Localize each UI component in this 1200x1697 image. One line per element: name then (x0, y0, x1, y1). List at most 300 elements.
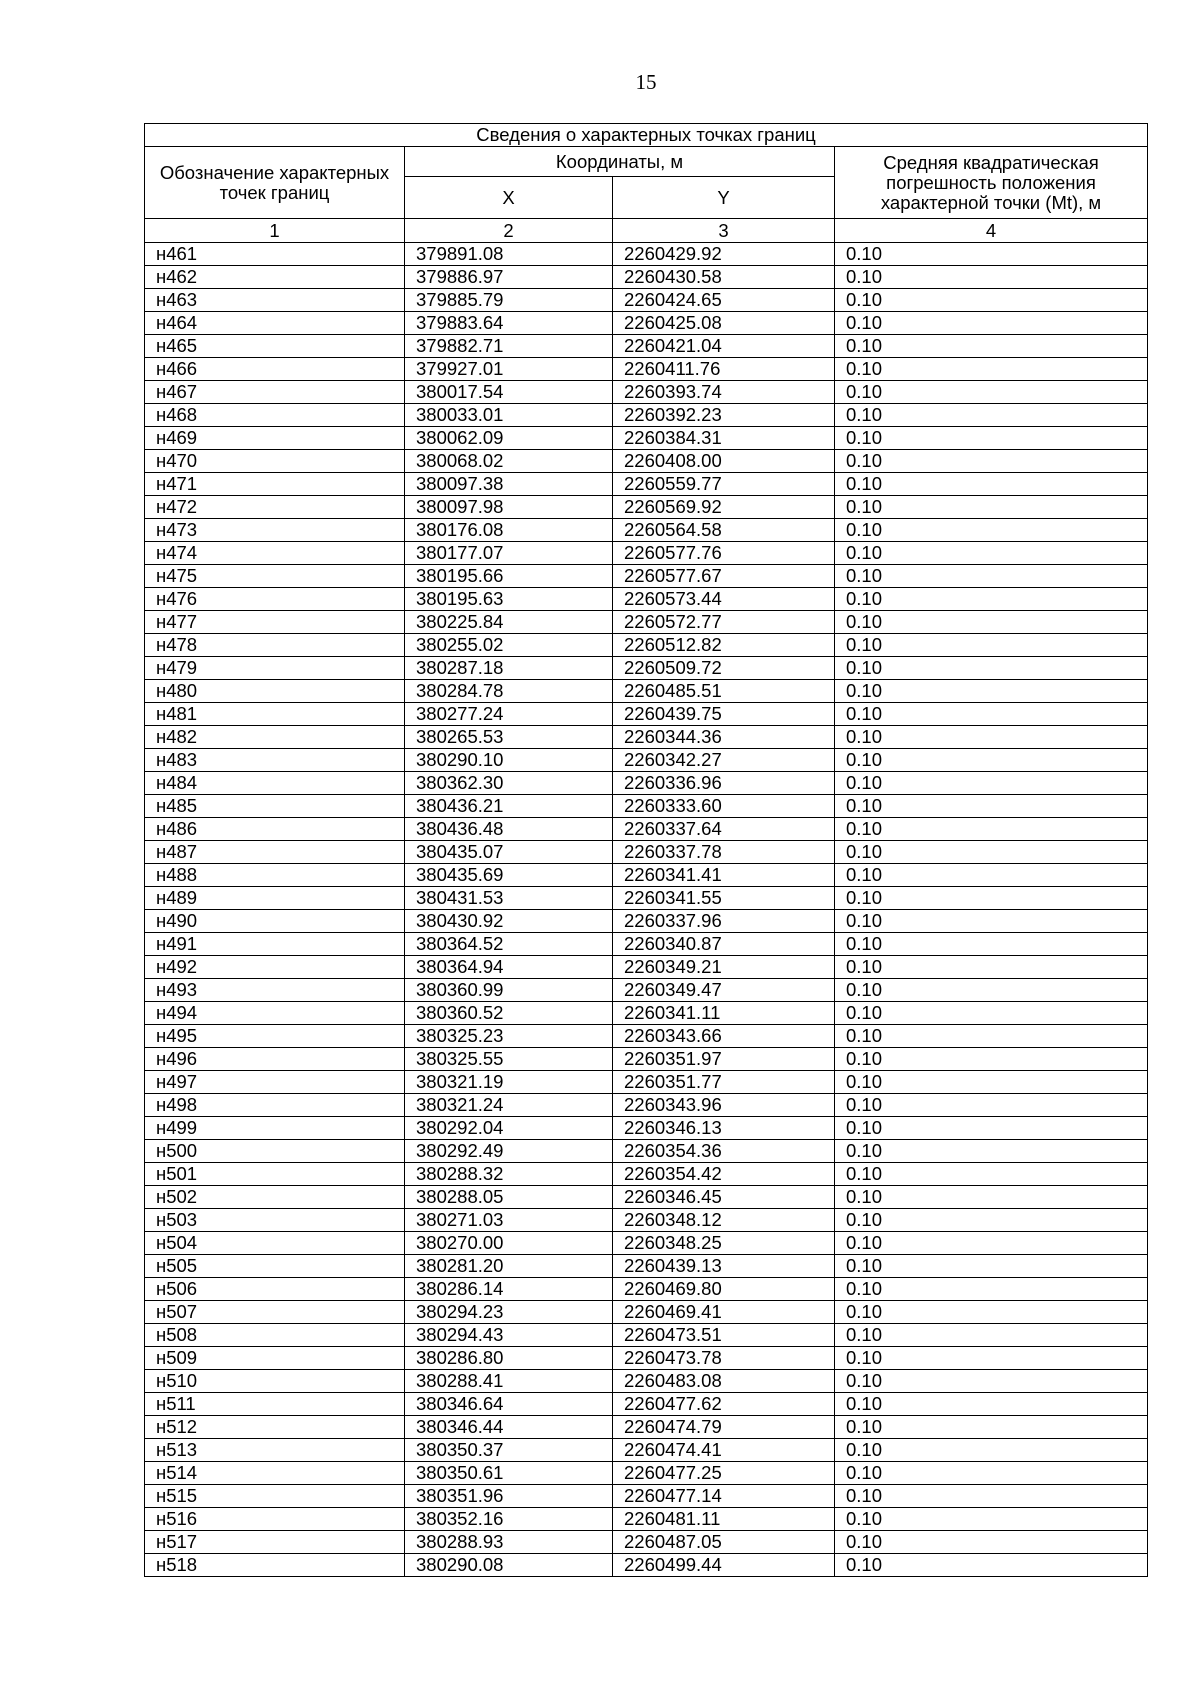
error-cell: 0.10 (835, 1508, 1148, 1531)
x-coordinate-cell: 379885.79 (405, 289, 613, 312)
point-name-cell: н484 (145, 772, 405, 795)
point-name-cell: н475 (145, 565, 405, 588)
y-coordinate-cell: 2260430.58 (613, 266, 835, 289)
point-name-cell: н471 (145, 473, 405, 496)
table-row (145, 1278, 1148, 1301)
point-name-cell: н482 (145, 726, 405, 749)
y-coordinate-cell: 2260337.78 (613, 841, 835, 864)
table-row (145, 1163, 1148, 1186)
table-row (145, 795, 1148, 818)
table-row (145, 749, 1148, 772)
error-cell: 0.10 (835, 979, 1148, 1002)
x-coordinate-cell: 380360.99 (405, 979, 613, 1002)
error-cell: 0.10 (835, 1531, 1148, 1554)
y-coordinate-cell: 2260346.13 (613, 1117, 835, 1140)
error-cell: 0.10 (835, 749, 1148, 772)
x-coordinate-cell: 380271.03 (405, 1209, 613, 1232)
table-row (145, 565, 1148, 588)
y-coordinate-cell: 2260425.08 (613, 312, 835, 335)
y-coordinate-cell: 2260512.82 (613, 634, 835, 657)
y-coordinate-cell: 2260573.44 (613, 588, 835, 611)
y-coordinate-cell: 2260343.96 (613, 1094, 835, 1117)
error-cell: 0.10 (835, 542, 1148, 565)
y-header: Y (613, 177, 835, 219)
point-name-cell: н465 (145, 335, 405, 358)
table-row (145, 1370, 1148, 1393)
y-coordinate-cell: 2260393.74 (613, 381, 835, 404)
x-coordinate-cell: 380350.37 (405, 1439, 613, 1462)
point-name-cell: н503 (145, 1209, 405, 1232)
point-name-cell: н464 (145, 312, 405, 335)
table-row (145, 1393, 1148, 1416)
y-coordinate-cell: 2260411.76 (613, 358, 835, 381)
error-cell: 0.10 (835, 588, 1148, 611)
x-coordinate-cell: 380436.21 (405, 795, 613, 818)
error-cell: 0.10 (835, 1485, 1148, 1508)
y-coordinate-cell: 2260341.55 (613, 887, 835, 910)
error-cell: 0.10 (835, 1002, 1148, 1025)
x-coordinate-cell: 380255.02 (405, 634, 613, 657)
y-coordinate-cell: 2260477.14 (613, 1485, 835, 1508)
table-row (145, 726, 1148, 749)
x-coordinate-cell: 380325.55 (405, 1048, 613, 1071)
x-coordinate-cell: 380265.53 (405, 726, 613, 749)
error-cell: 0.10 (835, 1301, 1148, 1324)
table-row (145, 1554, 1148, 1577)
table-row (145, 427, 1148, 450)
x-coordinate-cell: 380177.07 (405, 542, 613, 565)
y-coordinate-cell: 2260559.77 (613, 473, 835, 496)
y-coordinate-cell: 2260469.41 (613, 1301, 835, 1324)
y-coordinate-cell: 2260344.36 (613, 726, 835, 749)
x-coordinate-cell: 380195.66 (405, 565, 613, 588)
point-name-cell: н483 (145, 749, 405, 772)
table-row (145, 1048, 1148, 1071)
x-coordinate-cell: 380097.98 (405, 496, 613, 519)
x-coordinate-cell: 380430.92 (405, 910, 613, 933)
point-name-cell: н517 (145, 1531, 405, 1554)
x-coordinate-cell: 380288.05 (405, 1186, 613, 1209)
x-coordinate-cell: 380062.09 (405, 427, 613, 450)
y-coordinate-cell: 2260499.44 (613, 1554, 835, 1577)
y-coordinate-cell: 2260481.11 (613, 1508, 835, 1531)
error-cell: 0.10 (835, 243, 1148, 266)
point-name-cell: н507 (145, 1301, 405, 1324)
table-row (145, 404, 1148, 427)
point-name-cell: н493 (145, 979, 405, 1002)
table-row (145, 772, 1148, 795)
y-coordinate-cell: 2260485.51 (613, 680, 835, 703)
error-cell: 0.10 (835, 565, 1148, 588)
x-coordinate-cell: 380270.00 (405, 1232, 613, 1255)
x-coordinate-cell: 380364.52 (405, 933, 613, 956)
x-coordinate-cell: 380288.32 (405, 1163, 613, 1186)
y-coordinate-cell: 2260477.25 (613, 1462, 835, 1485)
error-cell: 0.10 (835, 1048, 1148, 1071)
point-name-cell: н515 (145, 1485, 405, 1508)
error-cell: 0.10 (835, 1140, 1148, 1163)
x-coordinate-cell: 380346.44 (405, 1416, 613, 1439)
point-name-cell: н513 (145, 1439, 405, 1462)
table-row (145, 1140, 1148, 1163)
point-name-cell: н501 (145, 1163, 405, 1186)
x-coordinate-cell: 380176.08 (405, 519, 613, 542)
error-cell: 0.10 (835, 1255, 1148, 1278)
error-cell: 0.10 (835, 1232, 1148, 1255)
table-row (145, 1324, 1148, 1347)
table-row (145, 634, 1148, 657)
x-coordinate-cell: 380435.07 (405, 841, 613, 864)
error-cell: 0.10 (835, 933, 1148, 956)
y-coordinate-cell: 2260487.05 (613, 1531, 835, 1554)
table-row (145, 680, 1148, 703)
table-row (145, 473, 1148, 496)
y-coordinate-cell: 2260408.00 (613, 450, 835, 473)
error-cell: 0.10 (835, 726, 1148, 749)
x-coordinate-cell: 380284.78 (405, 680, 613, 703)
table-row (145, 1255, 1148, 1278)
y-coordinate-cell: 2260354.36 (613, 1140, 835, 1163)
point-name-cell: н477 (145, 611, 405, 634)
point-name-cell: н466 (145, 358, 405, 381)
x-coordinate-cell: 380360.52 (405, 1002, 613, 1025)
x-coordinate-cell: 380286.80 (405, 1347, 613, 1370)
table-row (145, 519, 1148, 542)
error-cell: 0.10 (835, 312, 1148, 335)
table-row (145, 1117, 1148, 1140)
x-coordinate-cell: 380364.94 (405, 956, 613, 979)
table-row (145, 1209, 1148, 1232)
point-name-cell: н518 (145, 1554, 405, 1577)
column-number-row (145, 219, 1148, 243)
y-coordinate-cell: 2260509.72 (613, 657, 835, 680)
x-coordinate-cell: 380321.24 (405, 1094, 613, 1117)
x-coordinate-cell: 380321.19 (405, 1071, 613, 1094)
x-coordinate-cell: 380292.04 (405, 1117, 613, 1140)
point-name-cell: н497 (145, 1071, 405, 1094)
table-row (145, 1025, 1148, 1048)
table-row (145, 1485, 1148, 1508)
error-cell: 0.10 (835, 496, 1148, 519)
x-coordinate-cell: 380288.93 (405, 1531, 613, 1554)
error-cell: 0.10 (835, 1186, 1148, 1209)
designation-header: Обозначение характерных точек границ (145, 147, 405, 219)
error-cell: 0.10 (835, 1370, 1148, 1393)
point-name-cell: н516 (145, 1508, 405, 1531)
table-row (145, 818, 1148, 841)
table-row (145, 841, 1148, 864)
x-coordinate-cell: 380431.53 (405, 887, 613, 910)
error-cell: 0.10 (835, 611, 1148, 634)
point-name-cell: н505 (145, 1255, 405, 1278)
table-row (145, 1301, 1148, 1324)
point-name-cell: н502 (145, 1186, 405, 1209)
table-body (145, 243, 1148, 1577)
point-name-cell: н480 (145, 680, 405, 703)
y-coordinate-cell: 2260473.78 (613, 1347, 835, 1370)
y-coordinate-cell: 2260348.12 (613, 1209, 835, 1232)
x-coordinate-cell: 380362.30 (405, 772, 613, 795)
table-row (145, 1186, 1148, 1209)
point-name-cell: н473 (145, 519, 405, 542)
point-name-cell: н498 (145, 1094, 405, 1117)
y-coordinate-cell: 2260474.41 (613, 1439, 835, 1462)
y-coordinate-cell: 2260477.62 (613, 1393, 835, 1416)
boundary-points-table (144, 123, 1148, 1577)
table-row (145, 703, 1148, 726)
point-name-cell: н511 (145, 1393, 405, 1416)
point-name-cell: н478 (145, 634, 405, 657)
error-cell: 0.10 (835, 1071, 1148, 1094)
error-cell: 0.10 (835, 1554, 1148, 1577)
y-coordinate-cell: 2260343.66 (613, 1025, 835, 1048)
table-row (145, 243, 1148, 266)
y-coordinate-cell: 2260346.45 (613, 1186, 835, 1209)
point-name-cell: н500 (145, 1140, 405, 1163)
point-name-cell: н504 (145, 1232, 405, 1255)
y-coordinate-cell: 2260577.67 (613, 565, 835, 588)
x-coordinate-cell: 380325.23 (405, 1025, 613, 1048)
x-coordinate-cell: 380294.43 (405, 1324, 613, 1347)
table-row (145, 381, 1148, 404)
error-cell: 0.10 (835, 519, 1148, 542)
table-row (145, 887, 1148, 910)
y-coordinate-cell: 2260349.47 (613, 979, 835, 1002)
point-name-cell: н481 (145, 703, 405, 726)
table-title: Сведения о характерных точках границ (145, 124, 1148, 147)
column-number: 1 (145, 219, 405, 243)
page-number: 15 (635, 70, 657, 94)
x-coordinate-cell: 380351.96 (405, 1485, 613, 1508)
table-row (145, 1094, 1148, 1117)
x-coordinate-cell: 380068.02 (405, 450, 613, 473)
x-coordinate-cell: 379891.08 (405, 243, 613, 266)
point-name-cell: н509 (145, 1347, 405, 1370)
error-header: Средняя квадратическая погрешность положения характерной точки (Mt), м (835, 147, 1148, 219)
y-coordinate-cell: 2260429.92 (613, 243, 835, 266)
y-coordinate-cell: 2260474.79 (613, 1416, 835, 1439)
column-number: 2 (405, 219, 613, 243)
x-coordinate-cell: 380290.08 (405, 1554, 613, 1577)
table-row (145, 933, 1148, 956)
point-name-cell: н514 (145, 1462, 405, 1485)
column-number: 3 (613, 219, 835, 243)
x-header: X (405, 177, 613, 219)
y-coordinate-cell: 2260483.08 (613, 1370, 835, 1393)
x-coordinate-cell: 380225.84 (405, 611, 613, 634)
table-row (145, 910, 1148, 933)
table-row (145, 1232, 1148, 1255)
x-coordinate-cell: 379886.97 (405, 266, 613, 289)
y-coordinate-cell: 2260439.13 (613, 1255, 835, 1278)
table-row (145, 335, 1148, 358)
error-cell: 0.10 (835, 427, 1148, 450)
y-coordinate-cell: 2260349.21 (613, 956, 835, 979)
point-name-cell: н488 (145, 864, 405, 887)
point-name-cell: н506 (145, 1278, 405, 1301)
table-row (145, 979, 1148, 1002)
error-cell: 0.10 (835, 450, 1148, 473)
point-name-cell: н489 (145, 887, 405, 910)
point-name-cell: н508 (145, 1324, 405, 1347)
y-coordinate-cell: 2260337.96 (613, 910, 835, 933)
error-cell: 0.10 (835, 335, 1148, 358)
error-cell: 0.10 (835, 910, 1148, 933)
point-name-cell: н472 (145, 496, 405, 519)
x-coordinate-cell: 380288.41 (405, 1370, 613, 1393)
table-row (145, 450, 1148, 473)
x-coordinate-cell: 380352.16 (405, 1508, 613, 1531)
point-name-cell: н499 (145, 1117, 405, 1140)
column-number: 4 (835, 219, 1148, 243)
table-row (145, 1508, 1148, 1531)
error-cell: 0.10 (835, 404, 1148, 427)
point-name-cell: н467 (145, 381, 405, 404)
y-coordinate-cell: 2260341.41 (613, 864, 835, 887)
point-name-cell: н470 (145, 450, 405, 473)
error-cell: 0.10 (835, 381, 1148, 404)
y-coordinate-cell: 2260469.80 (613, 1278, 835, 1301)
error-cell: 0.10 (835, 795, 1148, 818)
y-coordinate-cell: 2260336.96 (613, 772, 835, 795)
error-cell: 0.10 (835, 657, 1148, 680)
table-row (145, 1347, 1148, 1370)
table-row (145, 1462, 1148, 1485)
y-coordinate-cell: 2260342.27 (613, 749, 835, 772)
table-row (145, 956, 1148, 979)
error-cell: 0.10 (835, 1278, 1148, 1301)
point-name-cell: н463 (145, 289, 405, 312)
y-coordinate-cell: 2260473.51 (613, 1324, 835, 1347)
y-coordinate-cell: 2260351.97 (613, 1048, 835, 1071)
point-name-cell: н512 (145, 1416, 405, 1439)
error-cell: 0.10 (835, 358, 1148, 381)
y-coordinate-cell: 2260354.42 (613, 1163, 835, 1186)
table-row (145, 1002, 1148, 1025)
table-row (145, 611, 1148, 634)
table-row (145, 496, 1148, 519)
point-name-cell: н496 (145, 1048, 405, 1071)
x-coordinate-cell: 380286.14 (405, 1278, 613, 1301)
coordinates-header: Координаты, м (405, 147, 835, 177)
point-name-cell: н492 (145, 956, 405, 979)
error-cell: 0.10 (835, 1025, 1148, 1048)
x-coordinate-cell: 380350.61 (405, 1462, 613, 1485)
y-coordinate-cell: 2260392.23 (613, 404, 835, 427)
point-name-cell: н486 (145, 818, 405, 841)
x-coordinate-cell: 380277.24 (405, 703, 613, 726)
x-coordinate-cell: 380346.64 (405, 1393, 613, 1416)
table-row (145, 864, 1148, 887)
x-coordinate-cell: 380294.23 (405, 1301, 613, 1324)
error-cell: 0.10 (835, 1416, 1148, 1439)
error-cell: 0.10 (835, 1209, 1148, 1232)
y-coordinate-cell: 2260340.87 (613, 933, 835, 956)
error-cell: 0.10 (835, 1462, 1148, 1485)
error-cell: 0.10 (835, 1393, 1148, 1416)
table-row (145, 542, 1148, 565)
table-row (145, 358, 1148, 381)
error-cell: 0.10 (835, 634, 1148, 657)
x-coordinate-cell: 380436.48 (405, 818, 613, 841)
y-coordinate-cell: 2260569.92 (613, 496, 835, 519)
table-row (145, 266, 1148, 289)
x-coordinate-cell: 380033.01 (405, 404, 613, 427)
error-cell: 0.10 (835, 680, 1148, 703)
table-row (145, 312, 1148, 335)
x-coordinate-cell: 380290.10 (405, 749, 613, 772)
y-coordinate-cell: 2260348.25 (613, 1232, 835, 1255)
y-coordinate-cell: 2260384.31 (613, 427, 835, 450)
error-cell: 0.10 (835, 772, 1148, 795)
point-name-cell: н468 (145, 404, 405, 427)
x-coordinate-cell: 380435.69 (405, 864, 613, 887)
error-cell: 0.10 (835, 703, 1148, 726)
point-name-cell: н494 (145, 1002, 405, 1025)
point-name-cell: н490 (145, 910, 405, 933)
error-cell: 0.10 (835, 887, 1148, 910)
table-row (145, 1439, 1148, 1462)
error-cell: 0.10 (835, 1094, 1148, 1117)
error-cell: 0.10 (835, 1163, 1148, 1186)
y-coordinate-cell: 2260564.58 (613, 519, 835, 542)
error-cell: 0.10 (835, 289, 1148, 312)
x-coordinate-cell: 380287.18 (405, 657, 613, 680)
y-coordinate-cell: 2260572.77 (613, 611, 835, 634)
point-name-cell: н474 (145, 542, 405, 565)
error-cell: 0.10 (835, 1439, 1148, 1462)
point-name-cell: н487 (145, 841, 405, 864)
y-coordinate-cell: 2260421.04 (613, 335, 835, 358)
x-coordinate-cell: 380017.54 (405, 381, 613, 404)
error-cell: 0.10 (835, 266, 1148, 289)
y-coordinate-cell: 2260341.11 (613, 1002, 835, 1025)
y-coordinate-cell: 2260577.76 (613, 542, 835, 565)
y-coordinate-cell: 2260424.65 (613, 289, 835, 312)
table-row (145, 289, 1148, 312)
error-cell: 0.10 (835, 864, 1148, 887)
point-name-cell: н476 (145, 588, 405, 611)
point-name-cell: н469 (145, 427, 405, 450)
point-name-cell: н461 (145, 243, 405, 266)
point-name-cell: н479 (145, 657, 405, 680)
table-row (145, 1071, 1148, 1094)
point-name-cell: н491 (145, 933, 405, 956)
x-coordinate-cell: 379927.01 (405, 358, 613, 381)
y-coordinate-cell: 2260439.75 (613, 703, 835, 726)
x-coordinate-cell: 379883.64 (405, 312, 613, 335)
table-row (145, 1416, 1148, 1439)
x-coordinate-cell: 380292.49 (405, 1140, 613, 1163)
point-name-cell: н510 (145, 1370, 405, 1393)
error-cell: 0.10 (835, 818, 1148, 841)
point-name-cell: н485 (145, 795, 405, 818)
error-cell: 0.10 (835, 1347, 1148, 1370)
error-cell: 0.10 (835, 1324, 1148, 1347)
x-coordinate-cell: 380281.20 (405, 1255, 613, 1278)
x-coordinate-cell: 380097.38 (405, 473, 613, 496)
x-coordinate-cell: 380195.63 (405, 588, 613, 611)
x-coordinate-cell: 379882.71 (405, 335, 613, 358)
table-row (145, 657, 1148, 680)
point-name-cell: н495 (145, 1025, 405, 1048)
y-coordinate-cell: 2260351.77 (613, 1071, 835, 1094)
table-row (145, 1531, 1148, 1554)
y-coordinate-cell: 2260337.64 (613, 818, 835, 841)
table-row (145, 588, 1148, 611)
error-cell: 0.10 (835, 841, 1148, 864)
point-name-cell: н462 (145, 266, 405, 289)
